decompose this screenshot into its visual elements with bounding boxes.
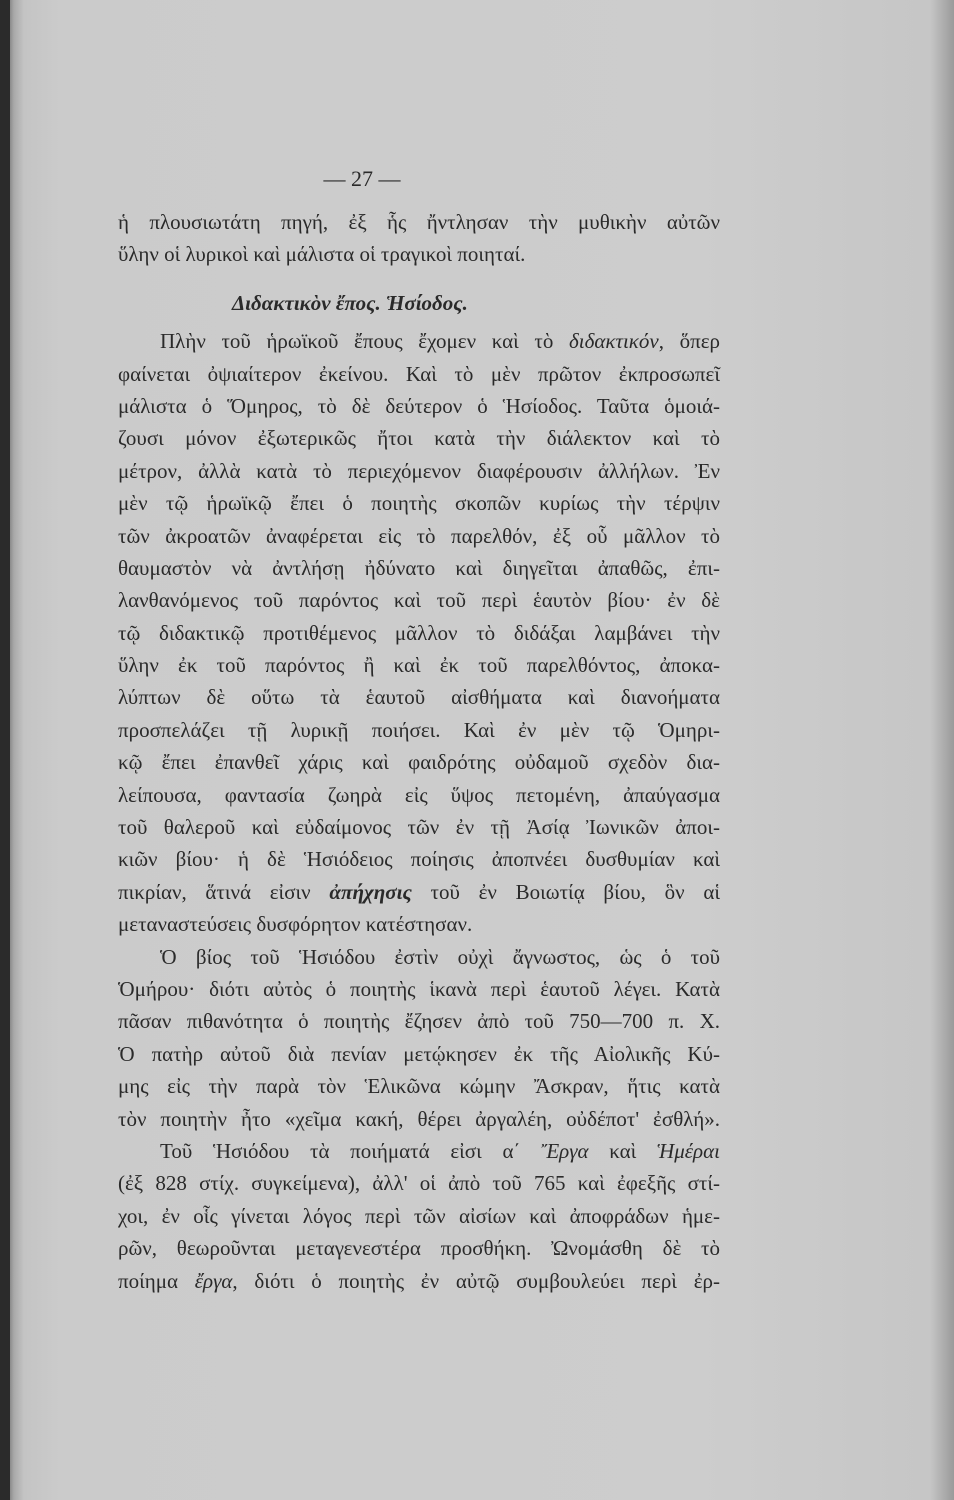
text-run: Ὁ βίος τοῦ Ἡσιόδου ἐστὶν οὐχὶ ἄγνωστος, ὡς ὁ τοῦ — [160, 944, 720, 969]
text-line — [118, 584, 720, 616]
scan-binding-edge — [0, 0, 10, 1500]
text-line — [118, 908, 720, 940]
text-line — [118, 649, 720, 681]
text-run: ἡ πλουσιωτάτη πηγή, ἐξ ἧς ἤντλησαν τὴν μυθικὴν αὐτῶν — [118, 210, 720, 234]
text-line — [118, 714, 720, 746]
text-line — [118, 358, 720, 390]
text-run: πᾶσαν πιθανότητα ὁ ποιητὴς ἔζησεν ἀπὸ τοῦ 750—700 π. Χ. — [118, 1009, 720, 1034]
text-line — [118, 1232, 720, 1264]
text-line — [118, 1005, 720, 1037]
text-line — [118, 1103, 720, 1135]
text-run: μάλιστα ὁ Ὅμηρος, τὸ δὲ δεύτερον ὁ Ἡσίοδος. Ταῦτα ὁμοιά- — [118, 393, 720, 418]
body-text — [118, 206, 720, 1297]
text-run: λείπουσα, φαντασία ζωηρὰ εἰς ὕψος πετομένη, ἀπαύγασμα — [118, 782, 720, 807]
text-run: ποίημα — [118, 1268, 195, 1293]
text-line — [118, 1265, 720, 1297]
text-line — [118, 746, 720, 778]
text-run: θαυμαστὸν νὰ ἀντλήσῃ ἠδύνατο καὶ διηγεῖται ἀπαθῶς, ἐπι- — [118, 555, 720, 580]
text-run: λύπτων δὲ οὕτω τὰ ἑαυτοῦ αἰσθήματα καὶ διανοήματα — [118, 685, 720, 710]
italic-term: διδακτικόν — [568, 329, 659, 354]
text-run: κιῶν βίου· ἡ δὲ Ἡσιόδειος ποίησις ἀποπνέει δυσθυμίαν καὶ — [118, 847, 720, 872]
text-run: τῶν ἀκροατῶν ἀναφέρεται εἰς τὸ παρελθόν, ἐξ οὗ μᾶλλον τὸ — [118, 523, 720, 548]
text-line — [118, 876, 720, 908]
text-run: πικρίαν, ἅτινά εἰσιν — [118, 879, 330, 904]
text-line — [118, 681, 720, 713]
italic-term: Ἔργα — [541, 1138, 589, 1163]
text-line — [118, 941, 720, 973]
text-line — [118, 779, 720, 811]
text-line — [118, 1200, 720, 1232]
text-run: καὶ — [588, 1138, 658, 1163]
text-line — [118, 1038, 720, 1070]
text-line — [118, 973, 720, 1005]
text-run: ὕλην οἱ λυρικοὶ καὶ μάλιστα οἱ τραγικοὶ ποιηταί. — [118, 242, 526, 267]
text-run: λανθανόμενος τοῦ παρόντος καὶ τοῦ περὶ ἑαυτὸν βίου· ἐν δὲ — [118, 588, 720, 613]
text-run: προσπελάζει τῇ λυρικῇ ποιήσει. Καὶ ἐν μὲν τῷ Ὁμηρι- — [118, 717, 720, 742]
text-run: , διότι ὁ ποιητὴς ἐν αὐτῷ συμβουλεύει περὶ ἐρ- — [232, 1268, 720, 1293]
text-line — [118, 617, 720, 649]
text-line — [118, 487, 720, 519]
italic-term: ἔργα — [194, 1268, 233, 1293]
text-run: μέτρον, ἀλλὰ κατὰ τὸ περιεχόμενον διαφέρουσιν ἀλλήλων. Ἐν — [118, 458, 720, 483]
section-heading: Διδακτικὸν ἔπος. Ἡσίοδος. — [232, 290, 468, 315]
emphasized-term: ἀπήχησις — [329, 879, 412, 904]
text-run: κῷ ἔπει ἐπανθεῖ χάρις καὶ φαιδρότης οὐδαμοῦ σχεδὸν δια- — [118, 750, 720, 775]
text-line — [118, 843, 720, 875]
text-run: τῷ διδακτικῷ προτιθέμενος μᾶλλον τὸ διδάξαι λαμβάνει τὴν — [118, 620, 720, 645]
text-line — [118, 390, 720, 422]
italic-term: Ἡμέραι — [657, 1138, 720, 1163]
text-line — [118, 1070, 720, 1102]
text-run: τοῦ ἐν Βοιωτίᾳ βίου, ὃν αἱ — [411, 879, 721, 904]
page-number: — 27 — — [323, 166, 401, 191]
text-run: τὸν ποιητὴν ἦτο «χεῖμα κακή, θέρει ἀργαλέη, οὐδέποτ' ἐσθλή». — [118, 1106, 720, 1131]
text-line — [118, 1167, 720, 1199]
text-run: τοῦ θαλεροῦ καὶ εὐδαίμονος τῶν ἐν τῇ Ἀσίᾳ Ἰωνικῶν ἀποι- — [118, 815, 720, 840]
text-run: Ὁμήρου· διότι αὐτὸς ὁ ποιητὴς ἱκανὰ περὶ ἑαυτοῦ λέγει. Κατὰ — [118, 976, 720, 1001]
text-line — [118, 1135, 720, 1167]
text-run: μεταναστεύσεις δυσφόρητον κατέστησαν. — [118, 912, 473, 937]
text-line — [118, 422, 720, 454]
text-run: ρῶν, θεωροῦνται μεταγενεστέρα προσθήκη. Ὠνομάσθη δὲ τὸ — [118, 1236, 720, 1261]
text-run: χοι, ἐν οἷς γίνεται λόγος περὶ τῶν αἰσίων καὶ ἀποφράδων ἡμε- — [118, 1203, 720, 1228]
text-run: Τοῦ Ἡσιόδου τὰ ποιήματά εἰσι α΄ — [160, 1138, 542, 1163]
text-run: (ἐξ 828 στίχ. συγκείμενα), ἀλλ' οἱ ἀπὸ τοῦ 765 καὶ ἐφεξῆς στί- — [118, 1171, 720, 1196]
text-run: Ὁ πατὴρ αὐτοῦ διὰ πενίαν μετῴκησεν ἐκ τῆς Αἰολικῆς Κύ- — [118, 1041, 720, 1066]
text-line — [118, 238, 720, 270]
text-run: ὕλην ἐκ τοῦ παρόντος ἢ καὶ ἐκ τοῦ παρελθόντος, ἀποκα- — [118, 653, 720, 678]
text-run: ζουσι μόνον ἐξωτερικῶς ἤτοι κατὰ τὴν διάλεκτον καὶ τὸ — [118, 426, 720, 451]
text-run: μης εἰς τὴν παρὰ τὸν Ἑλικῶνα κώμην Ἄσκραν, ἥτις κατὰ — [118, 1074, 720, 1099]
text-line — [118, 520, 720, 552]
text-line — [118, 325, 720, 357]
text-run: , ὅπερ — [658, 329, 720, 354]
text-line — [118, 552, 720, 584]
text-run: μὲν τῷ ἡρωϊκῷ ἔπει ὁ ποιητὴς σκοπῶν κυρίως τὴν τέρψιν — [118, 491, 720, 516]
text-run: φαίνεται ὀψιαίτερον ἐκείνου. Καὶ τὸ μὲν πρῶτον ἐκπροσωπεῖ — [118, 361, 720, 386]
text-run: Πλὴν τοῦ ἡρωϊκοῦ ἔπους ἔχομεν καὶ τὸ — [160, 329, 569, 354]
text-line — [118, 206, 720, 238]
text-line — [118, 455, 720, 487]
text-line — [118, 811, 720, 843]
